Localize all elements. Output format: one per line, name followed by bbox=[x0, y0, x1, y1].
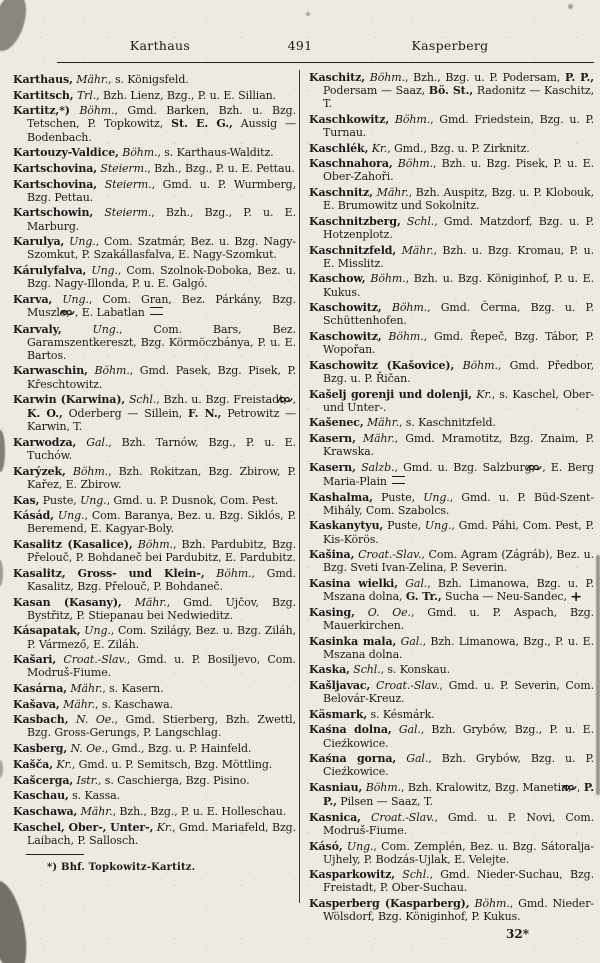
region-abbrev: Böhm. bbox=[389, 112, 431, 126]
entry-headword: Kasan (Kasany), bbox=[13, 595, 122, 609]
gazetteer-entry bbox=[13, 821, 296, 847]
entry-text: , Gmd. Barken, Bzh. u. Bzg. Tetschen, P. Topkowitz, bbox=[27, 104, 296, 131]
entry-text: , Bzh. u. Bzg. Königinhof, P. u. E. Kukus. bbox=[323, 272, 594, 299]
entry-text: , bbox=[292, 393, 296, 407]
gazetteer-entry bbox=[309, 635, 594, 661]
region-abbrev: Steierm. bbox=[97, 161, 148, 175]
entry-headword: Kasing, bbox=[309, 605, 355, 619]
double-bar-icon bbox=[150, 307, 163, 315]
entry-text: , Bzh. u. Bzg. Kromau, P. u. E. Misslitz. bbox=[323, 243, 594, 270]
entry-headword: Karulya, bbox=[13, 235, 65, 249]
entry-text: , Gmd. Ujčov, Bzg. Bystřitz, P. Stiepanau bei Nedwieditz. bbox=[27, 595, 296, 622]
entry-headword: Kašari, bbox=[13, 653, 57, 667]
scan-artifact bbox=[0, 430, 5, 472]
entry-text: , Bzh., Bzg., P. u. E. Holleschau. bbox=[112, 804, 287, 818]
region-abbrev: Steierm. bbox=[97, 177, 152, 191]
region-abbrev: Ung. bbox=[53, 509, 85, 523]
gazetteer-entry bbox=[309, 548, 594, 574]
gazetteer-entry bbox=[13, 393, 296, 433]
entry-headword: Kasbach, bbox=[13, 713, 69, 727]
entry-text: , Gmd. Řepeč, Bzg. Tábor, P. Wopořan. bbox=[323, 330, 594, 357]
entry-headword: Kaschow, bbox=[309, 272, 366, 286]
gazetteer-entry bbox=[309, 359, 594, 385]
entry-headword: Karwaschin, bbox=[13, 364, 88, 378]
gazetteer-entry bbox=[309, 708, 594, 721]
region-abbrev: Gal. bbox=[396, 634, 423, 648]
entry-headword: Kaschnahora, bbox=[309, 157, 393, 171]
region-abbrev: Mähr. bbox=[77, 804, 113, 818]
entry-text: , Bzh., Bzg., P. u. E. Pettau. bbox=[147, 161, 295, 175]
entry-headword: Kásapatak, bbox=[13, 624, 81, 638]
gazetteer-entry bbox=[309, 71, 594, 110]
gazetteer-entry bbox=[309, 157, 594, 183]
region-abbrev: Kr. bbox=[52, 757, 72, 771]
region-abbrev: Ung. bbox=[80, 493, 107, 507]
entry-text: , Bzh. Grybów, Bzg. u. P. Cieźkowice. bbox=[323, 752, 594, 779]
gazetteer-entry bbox=[309, 330, 594, 356]
entry-text: , Gmd. Matzdorf, Bzg. u. P. Hotzenplotz. bbox=[323, 214, 594, 241]
scan-artifact bbox=[568, 4, 573, 9]
gazetteer-entry bbox=[13, 206, 296, 232]
entry-headword: Kasern, bbox=[309, 432, 356, 446]
region-abbrev: Mähr. bbox=[363, 416, 399, 430]
entry-text: , Gmd. u. P. Bosiljevo, Com. Modruš-Fiume. bbox=[27, 653, 296, 680]
entry-abbrev-bold: F. N., bbox=[188, 407, 222, 421]
entry-headword: Kaschawa, bbox=[13, 804, 78, 818]
cross-icon: + bbox=[570, 589, 582, 606]
region-abbrev: Ung. bbox=[423, 490, 450, 504]
right-column bbox=[309, 71, 594, 941]
left-column bbox=[13, 73, 296, 874]
entry-headword: Kašenec, bbox=[309, 416, 364, 430]
region-abbrev: Schl. bbox=[349, 663, 381, 677]
gazetteer-entry bbox=[13, 73, 296, 86]
region-abbrev: Schl. bbox=[400, 214, 435, 228]
entry-headword: Kasinka mala, bbox=[309, 634, 397, 648]
entry-headword: Kaschlék, bbox=[309, 141, 369, 155]
entry-headword: Kartitsch, bbox=[13, 88, 74, 102]
gazetteer-entry bbox=[309, 897, 594, 923]
entry-text: , Gmd. Friedstein, Bzg. u. P. Turnau. bbox=[323, 112, 594, 139]
entry-text: , Bzh. Rokitzan, Bzg. Zbirow, P. Kařez, E. Zbirow. bbox=[27, 464, 296, 491]
entry-text: , Gmd. Mariafeld, Bzg. Laibach, P. Sallosch. bbox=[27, 820, 296, 847]
region-abbrev: Böhm. bbox=[118, 146, 158, 160]
gazetteer-entry bbox=[13, 436, 296, 462]
entry-headword: Karýzek, bbox=[13, 464, 66, 478]
entry-headword: Kašelj gorenji und dolenji, bbox=[309, 387, 473, 401]
gazetteer-entry bbox=[13, 538, 296, 564]
entry-text: , bbox=[576, 781, 584, 795]
entry-headword: Kaska, bbox=[309, 663, 350, 677]
entry-text: , s. Karthaus-Walditz. bbox=[157, 146, 274, 160]
region-abbrev: Ung. bbox=[61, 322, 120, 336]
gazetteer-entry bbox=[309, 432, 594, 458]
gazetteer-entry bbox=[13, 323, 296, 362]
entry-text: , Bzh., Bzg. u. P. Podersam, bbox=[405, 71, 565, 84]
gazetteer-entry bbox=[309, 723, 594, 749]
gazetteer-entry bbox=[13, 653, 296, 679]
gazetteer-entry bbox=[309, 840, 594, 866]
footnote: *) Bhf. Topkowitz-Kartitz. bbox=[47, 861, 196, 873]
entry-text: , s. Caschierga, Bzg. Pisino. bbox=[97, 773, 250, 787]
entry-headword: Kasárna, bbox=[13, 682, 67, 695]
region-abbrev: Böhm. bbox=[381, 301, 428, 315]
entry-headword: Kašcerga, bbox=[13, 773, 74, 787]
gazetteer-entry bbox=[13, 162, 296, 175]
entry-headword: Kasberg, bbox=[13, 742, 68, 756]
entry-text: s. Kassa. bbox=[68, 789, 120, 803]
region-abbrev: Ung. bbox=[86, 263, 118, 277]
entry-headword: Kasparkowitz, bbox=[309, 868, 395, 882]
gazetteer-entry bbox=[309, 416, 594, 429]
region-abbrev: Gal. bbox=[396, 752, 429, 766]
region-abbrev: Böhm. bbox=[69, 104, 115, 118]
entry-headword: Kaschowitz (Kašovice), bbox=[309, 358, 455, 372]
gazetteer-entry bbox=[13, 682, 296, 695]
entry-text: Pilsen — Saaz, T. bbox=[336, 795, 433, 809]
region-abbrev: Mähr. bbox=[355, 432, 395, 446]
entry-abbrev-bold: P. P., bbox=[323, 781, 594, 809]
running-head-right: Kasperberg bbox=[411, 38, 489, 53]
running-head-left: Karthaus bbox=[129, 38, 191, 53]
entry-text: Petrowitz — Karwin, T. bbox=[27, 407, 296, 434]
entry-headword: Kaschnitzberg, bbox=[309, 214, 401, 228]
entry-headword: Kaschkowitz, bbox=[309, 112, 390, 126]
scan-artifact bbox=[0, 560, 3, 586]
region-abbrev: Mähr. bbox=[396, 243, 434, 257]
entry-text: , Gmd. u. P. Dusnok, Com. Pest. bbox=[106, 493, 279, 507]
gazetteer-entry bbox=[309, 781, 594, 808]
entry-headword: Kašina, bbox=[309, 548, 355, 562]
gazetteer-entry bbox=[309, 663, 594, 676]
scan-artifact bbox=[596, 555, 600, 795]
entry-text: Sucha — Neu-Sandec, bbox=[441, 590, 571, 604]
entry-headword: Kartschovina, bbox=[13, 161, 98, 175]
scan-artifact bbox=[306, 12, 310, 16]
gazetteer-entry bbox=[309, 461, 594, 488]
entry-text: , Bzh. u. Bzg. Freistadt, bbox=[156, 393, 291, 407]
entry-headword: Kaschau, bbox=[13, 789, 69, 803]
gazetteer-entry bbox=[13, 509, 296, 535]
region-abbrev: O. Oe. bbox=[354, 605, 411, 619]
gazetteer-entry bbox=[309, 752, 594, 778]
entry-headword: Karwodza, bbox=[13, 436, 77, 450]
gazetteer-entry bbox=[13, 567, 296, 593]
region-abbrev: Gal. bbox=[397, 576, 428, 590]
entry-text: , Com. Szatmár, Bez. u. Bzg. Nagy-Szomkut, P. Szakállasfalva, E. Nagy-Szomkut. bbox=[27, 235, 297, 262]
entry-text: , Com. Szolnok-Doboka, Bez. u. Bzg. Nagy-Illonda, P. u. E. Galgó. bbox=[27, 263, 296, 291]
entry-text: , Gmd. u. P. Aspach, Bzg. Mauerkirchen. bbox=[323, 605, 594, 632]
entry-headword: Kašava, bbox=[13, 697, 60, 711]
region-abbrev: Schl. bbox=[125, 393, 157, 407]
entry-text: Puste, bbox=[39, 493, 81, 507]
entry-text: Puste, bbox=[383, 519, 425, 533]
entry-text: , Gmd. Nieder-Wölsdorf, Bzg. Königinhof, P. Kukus. bbox=[323, 897, 594, 924]
scan-artifact bbox=[0, 878, 34, 963]
entry-headword: Kaschowitz, bbox=[309, 330, 382, 344]
gazetteer-entry bbox=[309, 215, 594, 241]
entry-headword: Kartouzy-Valdice, bbox=[13, 146, 119, 160]
region-abbrev: Böhm. bbox=[381, 330, 424, 344]
entry-text: , Bzh. Auspitz, Bzg. u. P. Klobouk, E. Brumowitz und Sokolnitz. bbox=[323, 186, 594, 213]
entry-text: , Bzh. Grybów, Bzg., P. u. E. Cieźkowice. bbox=[323, 723, 594, 750]
entry-text: , E. Berg Maria-Plain bbox=[323, 460, 594, 488]
region-abbrev: Böhm. bbox=[65, 464, 109, 478]
gazetteer-entry bbox=[13, 698, 296, 711]
entry-text: , Bzh., Bzg., P. u. E. Marburg. bbox=[27, 206, 296, 233]
entry-text: Aussig — Bodenbach. bbox=[27, 117, 297, 144]
region-abbrev: Ung. bbox=[64, 235, 96, 249]
region-abbrev: N. Oe. bbox=[68, 713, 115, 727]
entry-headword: Kaschitz, bbox=[309, 71, 366, 84]
entry-text: , Com. Agram (Zágráb), Bez. u. Bzg. Sveti Ivan-Zelina, P. Severin. bbox=[323, 548, 594, 575]
entry-text: Puste, bbox=[372, 490, 424, 504]
region-abbrev: Böhm. bbox=[454, 358, 498, 372]
entry-headword: Karvaly, bbox=[13, 322, 62, 336]
entry-text: , Bzh. Limanowa, Bzg. u. P. Mszana dolna, bbox=[323, 576, 594, 604]
entry-headword: Kaschowitz, bbox=[309, 301, 382, 315]
entry-headword: Karthaus, bbox=[13, 73, 73, 86]
gazetteer-entry bbox=[13, 596, 296, 622]
gazetteer-entry bbox=[309, 186, 594, 212]
gazetteer-entry bbox=[309, 491, 594, 517]
gazetteer-entry bbox=[13, 264, 296, 290]
entry-headword: Kaschnitzfeld, bbox=[309, 243, 397, 257]
entry-text: , Bzh. Pardubitz, Bzg. Přelouč, P. Bohdaneč bei Pardubitz, E. Pardubitz. bbox=[27, 538, 296, 565]
region-abbrev: Croat.-Slav. bbox=[360, 810, 435, 824]
gazetteer-entry bbox=[309, 142, 594, 155]
gazetteer-entry bbox=[13, 774, 296, 787]
gazetteer-entry bbox=[13, 624, 296, 650]
entry-text: , Gmd. u. Bzg. Salzburg, bbox=[394, 460, 541, 474]
entry-headword: Kárulyfalva, bbox=[13, 263, 87, 277]
gazetteer-entry bbox=[13, 89, 296, 102]
scan-artifact bbox=[0, 0, 33, 55]
entry-headword: Kasperberg (Kasparberg), bbox=[309, 897, 470, 911]
gazetteer-entry bbox=[309, 113, 594, 139]
entry-text: , Gmd. Stierberg, Bzh. Zwettl, Bzg. Gross-Gerungs, P. Langschlag. bbox=[27, 713, 296, 740]
entry-text: , Gmd. Předbor, Bzg. u. P. Řičan. bbox=[323, 358, 594, 385]
entry-headword: Kasniau, bbox=[309, 781, 363, 795]
region-abbrev: Mähr. bbox=[59, 697, 96, 711]
entry-text: , s. Kaschel, Ober- und Unter-. bbox=[323, 387, 594, 414]
region-abbrev: Gal. bbox=[76, 436, 109, 450]
entry-text: , Gmd., Bzg. u. P. Zirknitz. bbox=[387, 141, 530, 155]
entry-text: , Bzh. u. Bzg. Pisek, P. u. E. Ober-Zahoři. bbox=[323, 157, 594, 184]
gazetteer-entry bbox=[13, 494, 296, 507]
entry-text: , Gmd. u. P. Wurmberg, Bzg. Pettau. bbox=[27, 177, 296, 204]
entry-headword: Kásád, bbox=[13, 509, 54, 523]
gazetteer-entry bbox=[13, 758, 296, 771]
gazetteer-entry bbox=[13, 178, 296, 204]
gazetteer-entry bbox=[309, 811, 594, 837]
entry-abbrev-bold: G. Tr., bbox=[405, 590, 442, 604]
region-abbrev: Mähr. bbox=[121, 595, 167, 609]
region-abbrev: Böhm. bbox=[87, 364, 130, 378]
entry-text: , Gmd. Nieder-Suchau, Bzg. Freistadt, P. Ober-Suchau. bbox=[323, 868, 594, 895]
gazetteer-entry bbox=[309, 388, 594, 414]
entry-headword: Kasina wielki, bbox=[309, 576, 398, 590]
entry-text: , Bzh. Kralowitz, Bzg. Manetin, bbox=[400, 781, 575, 795]
region-abbrev: Böhm. bbox=[392, 157, 433, 171]
entry-text: , Com. Zemplén, Bez. u. Bzg. Sátoralja-Ujhely, P. Bodzás-Ujlak, E. Velejte. bbox=[323, 839, 594, 866]
entry-headword: Kasalitz (Kasalice), bbox=[13, 538, 133, 552]
entry-text: , Gmd. u. P. Semitsch, Bzg. Möttling. bbox=[71, 757, 273, 771]
region-abbrev: Kr. bbox=[153, 820, 173, 834]
entry-text: , Gmd., Bzg. u. P. Hainfeld. bbox=[104, 742, 252, 756]
entry-headword: Kartitz,*) bbox=[13, 104, 70, 118]
region-abbrev: Ung. bbox=[424, 519, 452, 533]
region-abbrev: N. Oe. bbox=[67, 742, 105, 756]
entry-text: , Gmd. Mramotitz, Bzg. Znaim, P. Krawska. bbox=[323, 432, 594, 459]
scan-artifact bbox=[0, 760, 3, 778]
gazetteer-entry bbox=[13, 805, 296, 818]
entry-headword: Kaśna dolna, bbox=[309, 723, 392, 737]
entry-abbrev-bold: Bö. St., bbox=[428, 84, 474, 98]
region-abbrev: Mähr. bbox=[372, 186, 409, 200]
gazetteer-entry bbox=[309, 301, 594, 327]
double-bar-icon bbox=[392, 476, 405, 484]
entry-abbrev-bold: St. E. G., bbox=[171, 117, 233, 131]
entry-text: , s. Kasern. bbox=[102, 682, 164, 695]
entry-text: , Com. Gran, Bez. Párkány, Bzg. Muszle, bbox=[27, 292, 297, 319]
gazetteer-entry bbox=[309, 519, 594, 545]
gazetteer-entry bbox=[13, 235, 296, 261]
entry-headword: Kasnica, bbox=[309, 810, 361, 824]
entry-text: , E. Labatlan bbox=[75, 305, 149, 319]
entry-text: , Gmd. u. P. Büd-Szent-Mihály, Com. Szabolcs. bbox=[323, 490, 594, 517]
entry-text: , Gmd. u. P. Novi, Com. Modruš-Fiume. bbox=[323, 810, 594, 837]
region-abbrev: Schl. bbox=[394, 868, 430, 882]
gazetteer-entry bbox=[309, 272, 594, 298]
entry-text: Oderberg — Sillein, bbox=[62, 407, 189, 421]
region-abbrev: Ung. bbox=[80, 624, 111, 638]
gazetteer-entry bbox=[13, 104, 296, 143]
entry-abbrev-bold: P. P., bbox=[565, 71, 594, 84]
gazetteer-entry bbox=[309, 606, 594, 632]
page-number: 491 bbox=[287, 38, 313, 53]
gazetteer-entry bbox=[13, 742, 296, 755]
gazetteer-entry bbox=[13, 789, 296, 802]
entry-text: , Bzh. Tarnów, Bzg., P. u. E. Tuchów. bbox=[27, 436, 297, 463]
entry-text: , Gmd. Páhi, Com. Pest, P. Kis-Körös. bbox=[323, 519, 594, 546]
entry-abbrev-bold: K. O., bbox=[27, 407, 63, 421]
entry-text: s. Késmárk. bbox=[367, 707, 435, 721]
region-abbrev: Istr. bbox=[73, 773, 98, 787]
column-divider-rule bbox=[299, 70, 300, 903]
entry-text: , Gmd. u. P. Severin, Com. Belovár-Kreuz. bbox=[323, 679, 594, 706]
region-abbrev: Böhm. bbox=[365, 272, 406, 286]
gazetteer-entry bbox=[13, 146, 296, 159]
region-abbrev: Salzb. bbox=[355, 460, 395, 474]
region-abbrev: Steierm. bbox=[93, 206, 152, 220]
entry-headword: Kashalma, bbox=[309, 490, 373, 504]
entry-text: , Gmd. Kasalitz, Bzg. Přelouč, P. Bohdaneč. bbox=[27, 566, 296, 593]
gazetteer-entry bbox=[13, 293, 296, 320]
region-abbrev: Croat.-Slav. bbox=[370, 679, 440, 692]
region-abbrev: Kr. bbox=[472, 387, 492, 401]
entry-headword: Kásó, bbox=[309, 839, 343, 853]
entry-text: , s. Königsfeld. bbox=[108, 73, 189, 86]
entry-text: Radonitz — Kaschitz, T. bbox=[323, 84, 594, 111]
region-abbrev: Böhm. bbox=[365, 71, 406, 84]
region-abbrev: Ung. bbox=[52, 292, 89, 306]
entry-headword: Kaśna gorna, bbox=[309, 752, 397, 766]
header-rule bbox=[57, 62, 594, 63]
entry-headword: Kartschovina, bbox=[13, 177, 98, 191]
region-abbrev: Croat.-Slav. bbox=[354, 548, 422, 562]
entry-headword: Kašča, bbox=[13, 757, 53, 771]
entry-text: , Bzh. Lienz, Bzg., P. u. E. Sillian. bbox=[96, 88, 277, 102]
entry-text: , s. Kaschnitzfeld. bbox=[398, 416, 496, 430]
footnote-rule bbox=[26, 854, 84, 855]
entry-text: , Bzh. Limanowa, Bzg., P. u. E. Mszana dolna. bbox=[323, 634, 594, 661]
region-abbrev: Trl. bbox=[73, 88, 97, 102]
sheet-signature: 32* bbox=[506, 927, 529, 942]
region-abbrev: Gal. bbox=[391, 723, 421, 737]
entry-text: , Gmd. Pasek, Bzg. Pisek, P. Křeschtowitz. bbox=[27, 364, 296, 391]
gazetteer-entry bbox=[309, 868, 594, 894]
entry-text: , s. Konskau. bbox=[380, 663, 450, 677]
entry-headword: Kartschowin, bbox=[13, 206, 94, 220]
entry-text: , Gmd. Čerma, Bzg. u. P. Schüttenhofen. bbox=[323, 301, 594, 328]
gazetteer-entry bbox=[309, 679, 594, 705]
entry-headword: Kaschnitz, bbox=[309, 186, 373, 200]
entry-text: , s. Kaschawa. bbox=[95, 697, 173, 711]
entry-headword: Kaskanytyu, bbox=[309, 519, 384, 533]
entry-headword: Karwin (Karwina), bbox=[13, 393, 126, 407]
gazetteer-entry bbox=[13, 364, 296, 390]
gazetteer-entry bbox=[309, 244, 594, 270]
region-abbrev: Böhm. bbox=[469, 897, 510, 911]
entry-text: , Com. Bars, Bez. Garamszentkereszt, Bzg. Körmöczbánya, P. u. E. Bartos. bbox=[27, 322, 296, 362]
entry-headword: Kasalitz, Gross- und Klein-, bbox=[13, 566, 205, 580]
entry-headword: Kas, bbox=[13, 493, 40, 507]
gazetteer-entry bbox=[13, 713, 296, 739]
entry-headword: Kašljavac, bbox=[309, 679, 371, 692]
region-abbrev: Böhm. bbox=[132, 538, 173, 552]
region-abbrev: Mähr. bbox=[72, 73, 109, 86]
region-abbrev: Böhm. bbox=[204, 566, 252, 580]
gazetteer-entry bbox=[309, 576, 594, 606]
region-abbrev: Mähr. bbox=[66, 682, 103, 695]
region-abbrev: Ung. bbox=[342, 839, 374, 853]
entry-text: , Com. Szilágy, Bez. u. Bzg. Ziláh, P. Vármező, E. Ziláh. bbox=[27, 624, 296, 651]
entry-headword: Kasern, bbox=[309, 460, 356, 474]
region-abbrev: Böhm. bbox=[362, 781, 401, 795]
region-abbrev: Croat.-Slav. bbox=[56, 653, 127, 667]
gazetteer-entry bbox=[13, 465, 296, 491]
entry-headword: Karva, bbox=[13, 292, 53, 306]
entry-headword: Kaschel, Ober-, Unter-, bbox=[13, 820, 154, 834]
entry-headword: Käsmark, bbox=[309, 707, 368, 721]
region-abbrev: Kr. bbox=[368, 141, 388, 155]
entry-text: Podersam — Saaz, bbox=[323, 84, 429, 98]
entry-text: , Com. Baranya, Bez. u. Bzg. Siklós, P. Beremend, E. Kagyar-Boly. bbox=[27, 509, 297, 536]
